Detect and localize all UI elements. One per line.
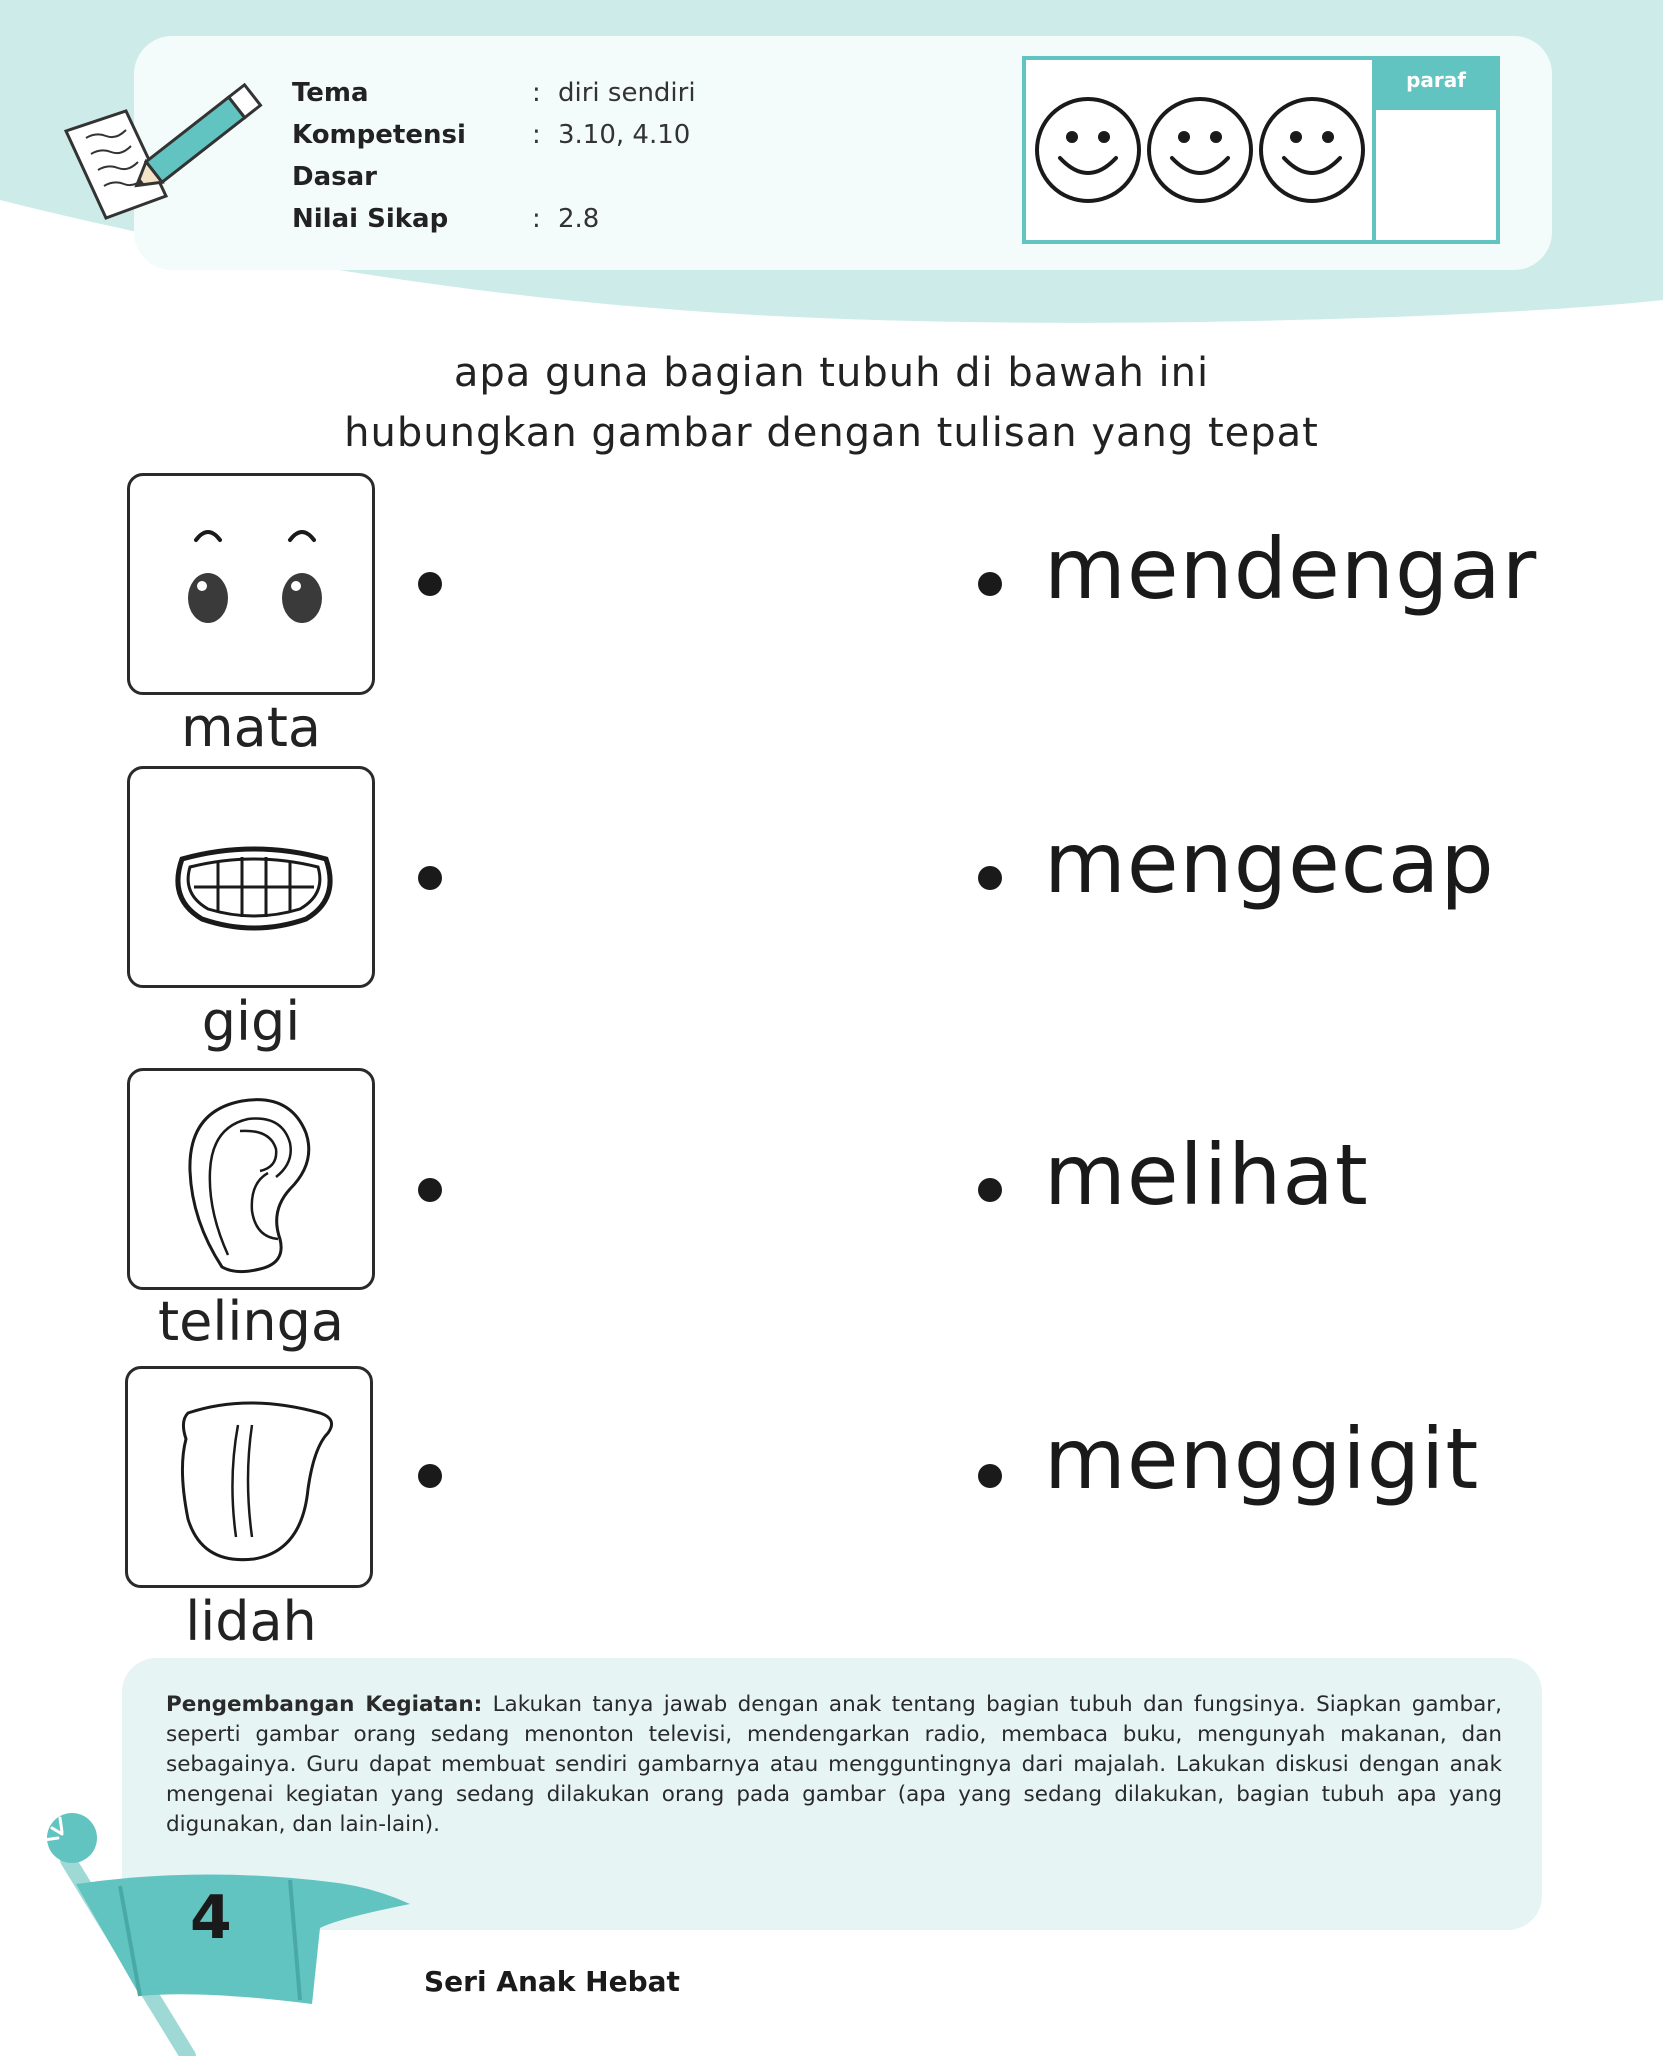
instruction-line-2: hubungkan gambar dengan tulisan yang tepat (344, 410, 1319, 456)
answer-word: menggigit (1044, 1410, 1480, 1508)
body-part-label: telinga (158, 1290, 344, 1353)
smiley-icon[interactable] (1149, 99, 1251, 201)
score-box (1022, 56, 1500, 244)
ear-icon (130, 1071, 378, 1293)
meta-colon: : (532, 120, 541, 150)
page-number: 4 (190, 1883, 232, 1953)
series-title: Seri Anak Hebat (424, 1965, 680, 1998)
smiley-icon[interactable] (1037, 99, 1139, 201)
match-dot-right[interactable] (978, 1464, 1002, 1488)
body-part-label: mata (181, 696, 321, 759)
activity-note-heading: Pengembangan Kegiatan: (166, 1692, 483, 1717)
meta-row-nilai-sikap (292, 198, 696, 240)
meta-value: 2.8 (558, 204, 600, 234)
meta-row-kompetensi (292, 114, 696, 198)
answer-word: mengecap (1044, 814, 1495, 912)
smiley-group (1032, 92, 1368, 212)
image-box-gigi (127, 766, 375, 988)
eyes-icon (130, 476, 378, 698)
paraf-signature-area[interactable] (1376, 106, 1496, 240)
body-part-label: lidah (185, 1590, 317, 1653)
answer-word: mendengar (1044, 520, 1538, 618)
pencil-paper-icon (56, 76, 266, 226)
activity-note-body: Lakukan tanya jawab dengan anak tentang bagian tubuh dan fungsinya. Siapkan gambar, seperti gambar orang sedang menonton televisi, mendengarkan radio, membaca buku, mengunyah makanan, dan sebagainya. Guru dapat membuat sendiri gambarnya atau mengguntingnya dari majalah. Lakukan diskusi dengan anak mengenai kegiatan yang sedang dilakukan orang pada gambar (apa yang sedang dilakukan, bagian tubuh apa yang digunakan, dan lain-lain). (166, 1692, 1502, 1837)
match-dot-left[interactable] (418, 1178, 442, 1202)
meta-value: 3.10, 4.10 (558, 120, 691, 150)
match-dot-left[interactable] (418, 572, 442, 596)
meta-colon: : (532, 78, 541, 108)
image-box-lidah (125, 1366, 373, 1588)
instruction-line-1: apa guna bagian tubuh di bawah ini (453, 350, 1210, 396)
tongue-icon (128, 1369, 376, 1591)
answer-word: melihat (1044, 1126, 1369, 1224)
body-part-label: gigi (201, 990, 301, 1053)
match-dot-right[interactable] (978, 866, 1002, 890)
meta-table (292, 72, 696, 240)
meta-key: Kompetensi Dasar (292, 120, 466, 192)
meta-key: Nilai Sikap (292, 204, 449, 234)
match-dot-left[interactable] (418, 1464, 442, 1488)
meta-key: Tema (292, 78, 369, 108)
meta-value: diri sendiri (558, 78, 696, 108)
match-dot-right[interactable] (978, 572, 1002, 596)
match-dot-right[interactable] (978, 1178, 1002, 1202)
image-box-mata (127, 473, 375, 695)
image-box-telinga (127, 1068, 375, 1290)
paraf-label: paraf (1376, 60, 1496, 110)
match-dot-left[interactable] (418, 866, 442, 890)
meta-row-tema (292, 72, 696, 114)
meta-colon: : (532, 204, 541, 234)
teeth-icon (130, 769, 378, 991)
smiley-icon[interactable] (1261, 99, 1363, 201)
